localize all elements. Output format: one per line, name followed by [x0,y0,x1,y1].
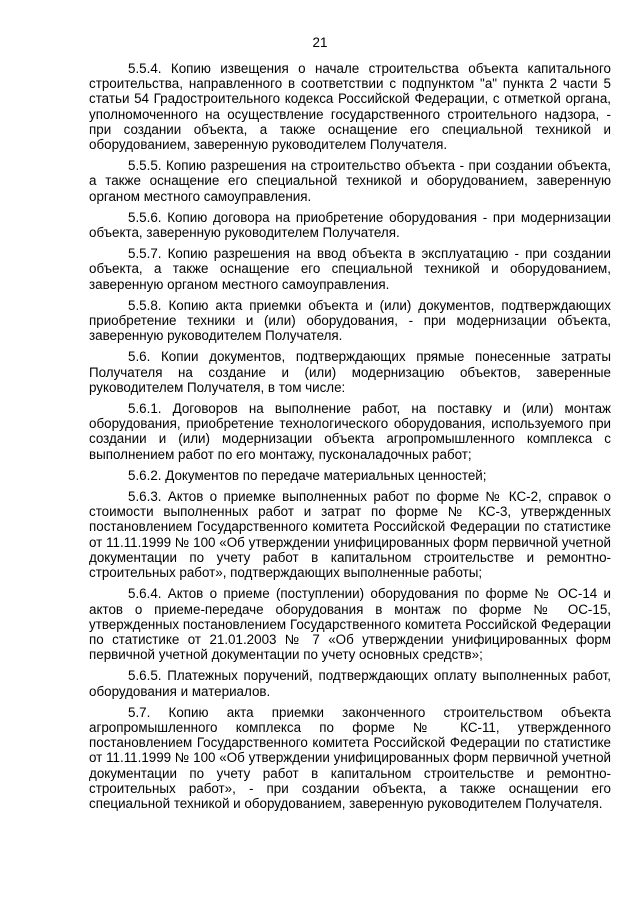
paragraph-5-6: 5.6. Копии документов, подтверждающих прямые понесенные затраты Получателя на создание и (или) модернизацию объектов, заверенные руководителем Получателя, в том числе: [89,349,611,395]
paragraph-5-6-2: 5.6.2. Документов по передаче материальных ценностей; [128,467,487,483]
paragraph-5-5-4: 5.5.4. Копию извещения о начале строительства объекта капитального строительства, направленного в соответствии с подпунктом "а" пункта 2 части 5 статьи 54 Градостроительного кодекса Российской Федерации, с отметкой органа, уполномоченного на осуществление государственного строительного надзора, - при создании объекта, а также оснащение его специальной техникой и оборудованием, заверенную руководителем Получателя. [89,61,611,153]
paragraph-5-6-4: 5.6.4. Актов о приеме (поступлении) оборудования по форме № ОС-14 и актов о приеме-передаче оборудования в монтаж по форме № ОС-15, утвержденных постановлением Государственного комитета Российской Федерации по статистике от 21.01.2003 № 7 «Об утверждении унифицированных форм первичной учетной документации по учету основных средств»; [89,586,611,663]
paragraph-5-5-6: 5.5.6. Копию договора на приобретение оборудования - при модернизации объекта, заверенную руководителем Получателя. [89,209,611,241]
paragraph-5-5-7: 5.5.7. Копию разрешения на ввод объекта в эксплуатацию - при создании объекта, а также оснащение его специальной техникой и оборудованием, заверенную органом местного самоуправления. [89,246,611,292]
document-body [89,61,611,811]
paragraph-5-6-1: 5.6.1. Договоров на выполнение работ, на поставку и (или) монтаж оборудования, приобретение технологического оборудования, используемого при создании и (или) модернизации объекта агропромышленного комплекса с выполнением работ по его монтажу, пусконаладочных работ; [89,401,611,462]
paragraph-5-5-5: 5.5.5. Копию разрешения на строительство объекта - при создании объекта, а также оснащение его специальной техникой и оборудованием, заверенную органом местного самоуправления. [89,158,611,204]
paragraph-5-6-3: 5.6.3. Актов о приемке выполненных работ по форме № КС-2, справок о стоимости выполненных работ и затрат по форме № КС-3, утвержденных постановлением Государственного комитета Российской Федерации по статистике от 11.11.1999 № 100 «Об утверждении унифицированных форм первичной учетной документации по учету работ в капитальном строительстве и ремонтно-строительных работ», подтверждающих выполненные работы; [89,489,611,581]
paragraph-5-6-5: 5.6.5. Платежных поручений, подтверждающих оплату выполненных работ, оборудования и материалов. [89,668,611,699]
page-number: 21 [312,35,328,50]
paragraph-5-7: 5.7. Копию акта приемки законченного строительством объекта агропромышленного комплекса по форме № КС-11, утвержденного постановлением Государственного комитета Российской Федерации по статистике от 11.11.1999 № 100 «Об утверждении унифицированных форм первичной учетной документации по учету работ в капитальном строительстве и ремонтно-строительных работ», - при создании объекта, а также оснащении его специальной техникой и оборудованием, заверенную руководителем Получателя. [89,704,611,811]
paragraph-5-5-8: 5.5.8. Копию акта приемки объекта и (или) документов, подтверждающих приобретение техники и (или) оборудования, - при модернизации объекта, заверенную руководителем Получателя. [89,297,611,344]
